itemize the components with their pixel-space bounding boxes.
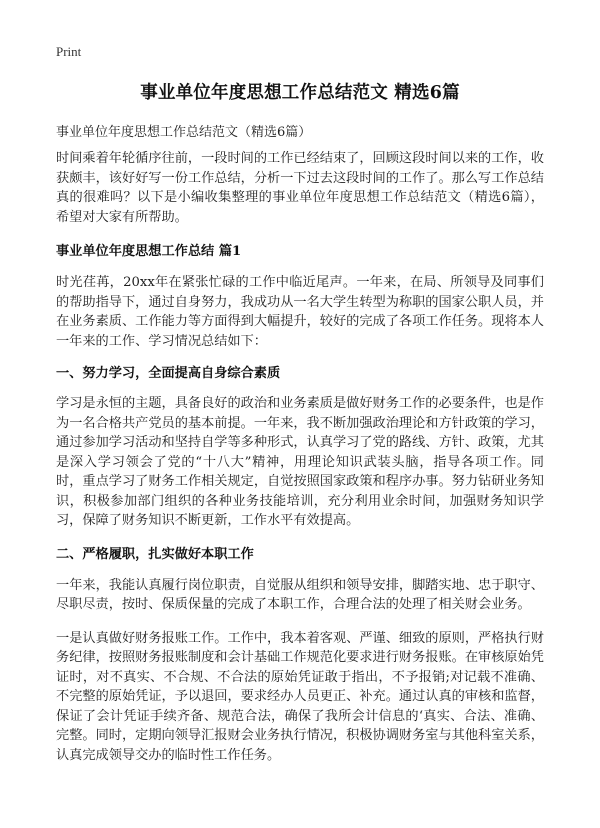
print-link[interactable]: Print (56, 44, 82, 59)
section-title: 事业单位年度思想工作总结 篇1 (56, 244, 242, 259)
article-body (56, 149, 544, 779)
study-paragraph: 学习是永恒的主题，具备良好的政治和业务素质是做好财务工作的必要条件，也是作为一名合格共产党员的基本前提。一年来，我不断加强政治理论和方针政策的学习，通过参加学习活动和坚持自学等多种形式，认真学习了党的路线、方针、政策，尤其是深入学习领会了党的“十八大”精神，用理论知识武装头脑，指导各项工作。同时，重点学习了财务工作相关规定，自觉按照国家政策和程序办事。努力钻研业务知识，积极参加部门组织的各种业务技能培训，充分利用业余时间，加强财务知识学习，保障了财务知识不断更新，工作水平有效提高。 (56, 396, 544, 528)
page-subtitle: 事业单位年度思想工作总结范文（精选6篇） (56, 125, 312, 140)
page-title: 事业单位年度思想工作总结范文 精选6篇 (140, 83, 460, 103)
duties-paragraph: 一年来，我能认真履行岗位职责，自觉服从组织和领导安排，脚踏实地、忠于职守、尽职尽责，按时、保质保量的完成了本职工作，合理合法的处理了相关财会业务。 (56, 577, 544, 612)
section-intro-paragraph: 时光荏苒，20xx年在紧张忙碌的工作中临近尾声。一年来，在局、所领导及同事们的帮助指导下，通过自身努力，我成功从一名大学生转型为称职的国家公职人员，并在业务素质、工作能力等方面得到大幅提升，较好的完成了各项工作任务。现将本人一年来的工作、学习情况总结如下： (56, 275, 544, 349)
heading-study: 一、努力学习，全面提高自身综合素质 (56, 366, 281, 381)
heading-duties: 二、严格履职，扎实做好本职工作 (56, 546, 254, 562)
intro-paragraph: 时间乘着年轮循序往前，一段时间的工作已经结束了，回顾这段时间以来的工作，收获颇丰，该好好写一份工作总结，分析一下过去这段时间的工作了。那么写工作总结真的很难吗？以下是小编收集整理的事业单位年度思想工作总结范文（精选6篇），希望对大家有所帮助。 (56, 151, 544, 225)
reimbursement-paragraph: 一是认真做好财务报账工作。工作中，我本着客观、严谨、细致的原则，严格执行财务纪律，按照财务报账制度和会计基础工作规范化要求进行财务报账。在审核原始凭证时，对不真实、不合规、不合法的原始凭证敢于指出，不予报销;对记载不准确、不完整的原始凭证，予以退回，要求经办人员更正、补充。通过认真的审核和监督，保证了会计凭证手续齐备、规范合法，确保了我所会计信息的‘真实、合法、准确、完整。同时，定期向领导汇报财会业务执行情况，积极协调财务室与其他科室关系，认真完成领导交办的临时性工作任务。 (56, 630, 544, 763)
